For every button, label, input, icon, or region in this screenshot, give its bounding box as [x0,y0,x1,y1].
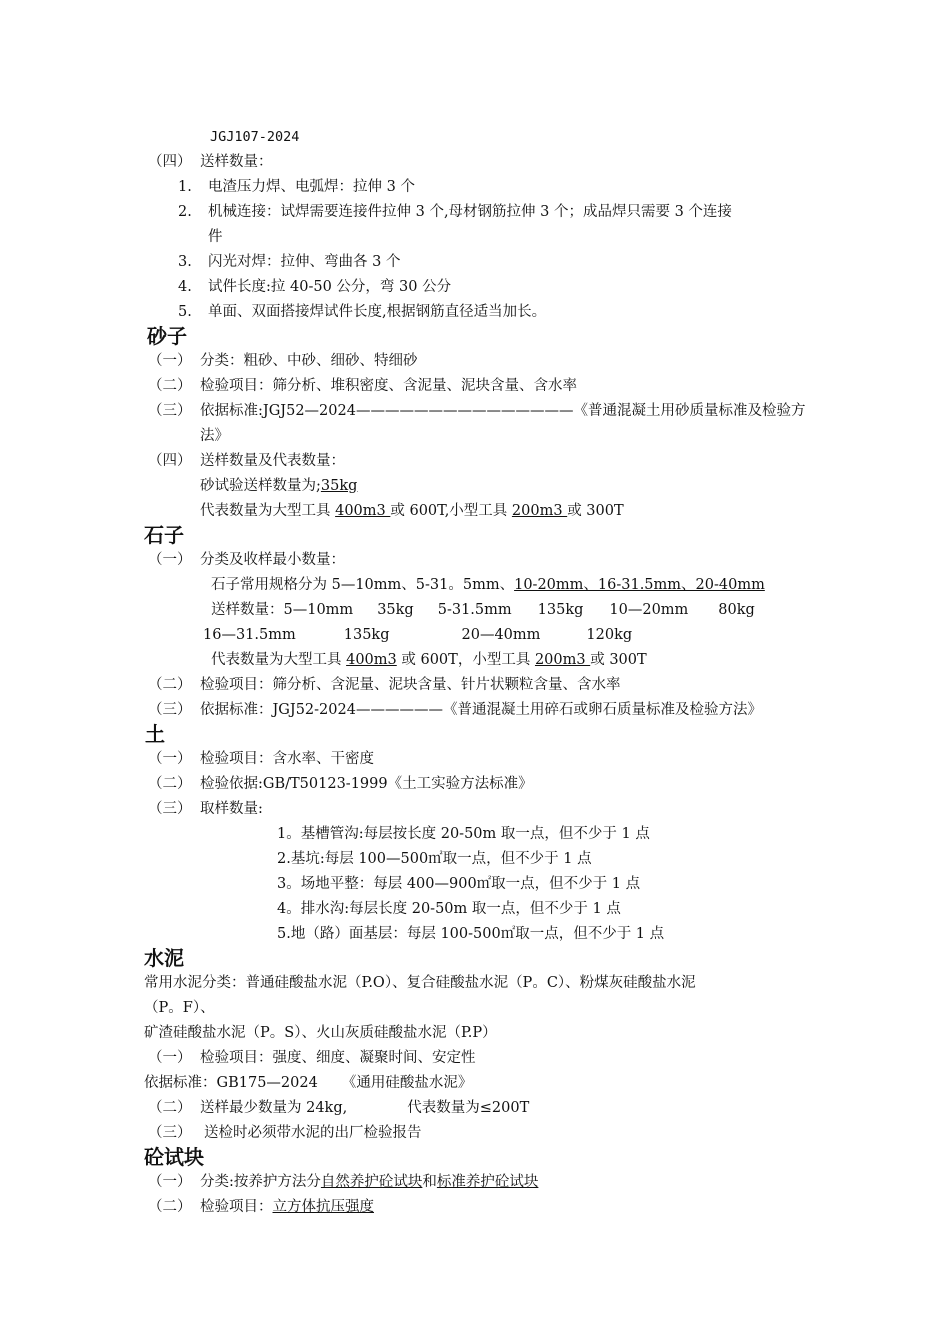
stone-send-row-2: 16—31.5mm 135kg 20—40mm 120kg [203,627,633,643]
cement-standard: 依据标准：GB175—2024 《通用硅酸盐水泥》 [144,1075,473,1091]
list-item: 4. 试件长度:拉 40-50 公分，弯 30 公分 [178,279,452,295]
stone-section-3: （三） 依据标准：JGJ52-2024——————《普通混凝土用碎石或卵石质量标准及检验方法》 [148,702,762,718]
cement-section-3: （三） 送检时必须带水泥的出厂检验报告 [148,1125,422,1141]
soil-section-1: （一） 检验项目：含水率、干密度 [148,751,374,767]
list-item: 3. 闪光对焊：拉伸、弯曲各 3 个 [178,254,401,270]
list-item: 5.地（路）面基层：每层 100-500㎡取一点，但不少于 1 点 [277,926,665,942]
sand-section-2: （二） 检验项目：筛分析、堆积密度、含泥量、泥块含量、含水率 [148,378,577,394]
sand-represent-quantity: 代表数量为大型工具 400m3 或 600T,小型工具 200m3 或 300T [200,503,624,519]
soil-heading: 土 [145,722,165,746]
cement-section-2: （二） 送样最少数量为 24kg, 代表数量为≤200T [148,1100,530,1116]
soil-section-3: （三） 取样数量: [148,801,263,817]
list-item: 5. 单面、双面搭接焊试件长度,根据钢筋直径适当加长。 [178,304,547,320]
soil-section-2: （二） 检验依据:GB/T50123-1999《土工实验方法标准》 [148,776,533,792]
concrete-section-2: （二） 检验项目：立方体抗压强度 [148,1199,374,1215]
list-item: 3。场地平整：每层 400—900㎡取一点，但不少于 1 点 [277,876,641,892]
rebar-standard-line: JGJ107-2024 [210,129,300,145]
stone-send-row-1: 送样数量：5—10mm 35kg 5-31.5mm 135kg 10—20mm 80kg [211,602,755,618]
cement-types-line-2: （P。F）、 [144,1000,215,1016]
stone-heading: 石子 [144,523,184,547]
cement-heading: 水泥 [144,946,184,970]
cement-section-1: （一） 检验项目：强度、细度、凝聚时间、安定性 [148,1050,476,1066]
concrete-section-1: （一） 分类:按养护方法分自然养护砼试块和标准养护砼试块 [148,1174,539,1190]
list-item: 2.基坑:每层 100—500㎡取一点，但不少于 1 点 [277,851,592,867]
sand-section-3-continuation: 法》 [200,428,229,444]
section-title: 送样数量： [200,154,273,170]
cement-types-line-1: 常用水泥分类：普通硅酸盐水泥（P.O）、复合硅酸盐水泥（P。C）、粉煤灰硅酸盐水泥 [144,975,696,991]
stone-represent-quantity: 代表数量为大型工具 400m3 或 600T，小型工具 200m3 或 300T [211,652,647,668]
stone-spec-line: 石子常用规格分为 5—10mm、5-31。5mm、10-20mm、16-31.5mm、20-40mm [211,577,765,593]
list-item: 4。排水沟:每层长度 20-50m 取一点，但不少于 1 点 [277,901,621,917]
sand-heading: 砂子 [147,324,187,348]
rebar-section-4 [148,152,273,172]
stone-section-2: （二） 检验项目：筛分析、含泥量、泥块含量、针片状颗粒含量、含水率 [148,677,621,693]
sand-sample-quantity: 砂试验送样数量为;35kg [200,478,358,494]
stone-section-1: （一） 分类及收样最小数量： [148,552,345,568]
cement-types-line-3: 矿渣硅酸盐水泥（P。S）、火山灰质硅酸盐水泥（P.P） [144,1025,497,1041]
list-item: 1. 电渣压力焊、电弧焊：拉伸 3 个 [178,179,415,195]
sand-section-3: （三） 依据标准:JGJ52—2024———————————————《普通混凝土用砂质量标准及检验方 [148,403,806,419]
sand-section-1: （一） 分类：粗砂、中砂、细砂、特细砂 [148,353,418,369]
list-item-continuation: 件 [208,229,223,245]
sand-section-4: （四） 送样数量及代表数量： [148,453,345,469]
list-item: 1。基槽管沟:每层按长度 20-50m 取一点，但不少于 1 点 [277,826,650,842]
list-item: 2. 机械连接：试焊需要连接件拉伸 3 个,母材钢筋拉伸 3 个；成品焊只需要 3 个连接 [178,204,732,220]
concrete-heading: 砼试块 [144,1145,204,1169]
section-label: （四） [148,154,192,170]
